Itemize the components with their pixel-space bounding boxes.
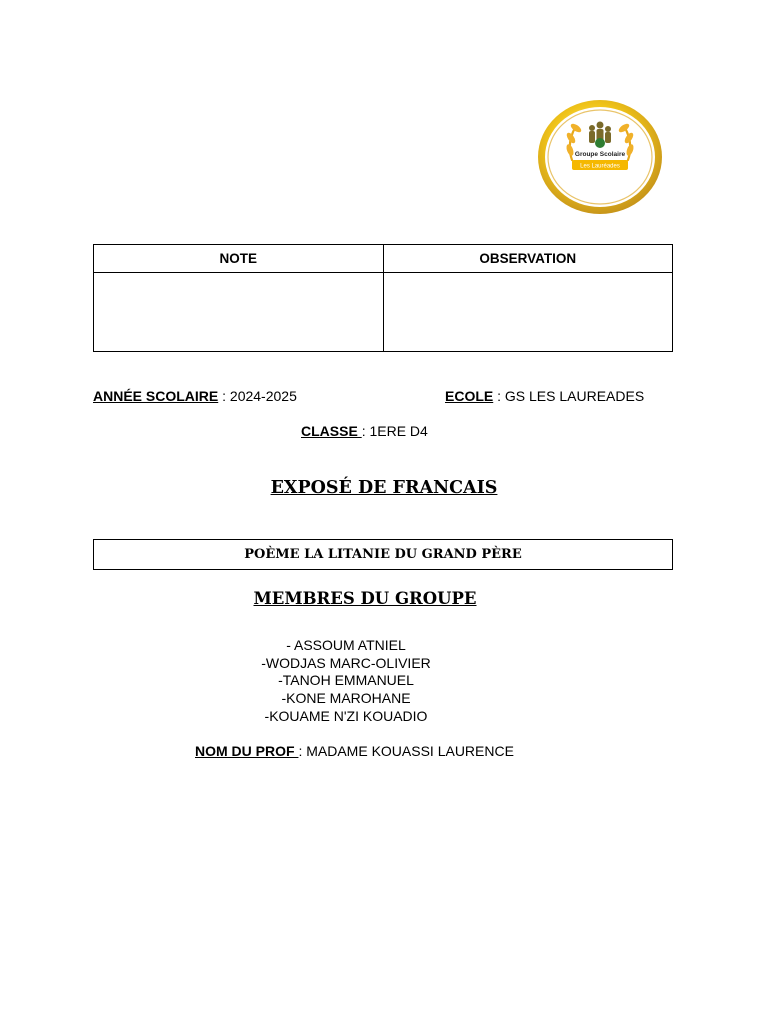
subject-box: [93, 539, 673, 570]
page-title: [0, 478, 768, 498]
teacher-label: NOM DU PROF: [195, 743, 299, 759]
members-heading: MEMBRES DU GROUPE: [253, 589, 477, 608]
observation-header: OBSERVATION: [383, 245, 673, 273]
school-year-label: ANNÉE SCOLAIRE: [93, 388, 219, 404]
grade-table: [93, 244, 673, 352]
school-year-line: [93, 387, 297, 405]
school-logo: [536, 98, 664, 216]
page-title-text: EXPOSÉ DE FRANCAIS: [270, 478, 498, 498]
member-item: -KOUAME N'ZI KOUADIO: [264, 708, 428, 724]
logo-text-line1: Groupe Scolaire: [574, 151, 626, 158]
class-line: [301, 422, 428, 440]
class-label: CLASSE: [301, 423, 362, 439]
note-cell: [94, 273, 384, 352]
observation-cell: [383, 273, 673, 352]
subject-text: POÈME LA LITANIE DU GRAND PÈRE: [244, 547, 522, 562]
note-header: NOTE: [94, 245, 384, 273]
teacher-line: [195, 742, 514, 760]
member-item: -TANOH EMMANUEL: [278, 672, 414, 688]
member-item: - ASSOUM ATNIEL: [286, 637, 406, 653]
school-value: : GS LES LAUREADES: [493, 388, 645, 404]
member-item: -KONE MAROHANE: [281, 690, 411, 706]
school-year-value: : 2024-2025: [218, 388, 297, 404]
teacher-value: : MADAME KOUASSI LAURENCE: [298, 743, 514, 759]
school-label: ECOLE: [445, 388, 494, 404]
school-line: [445, 387, 644, 405]
class-value: : 1ERE D4: [361, 423, 428, 439]
member-item: -WODJAS MARC-OLIVIER: [261, 655, 431, 671]
logo-text-line2: Les Lauréades: [580, 163, 620, 170]
